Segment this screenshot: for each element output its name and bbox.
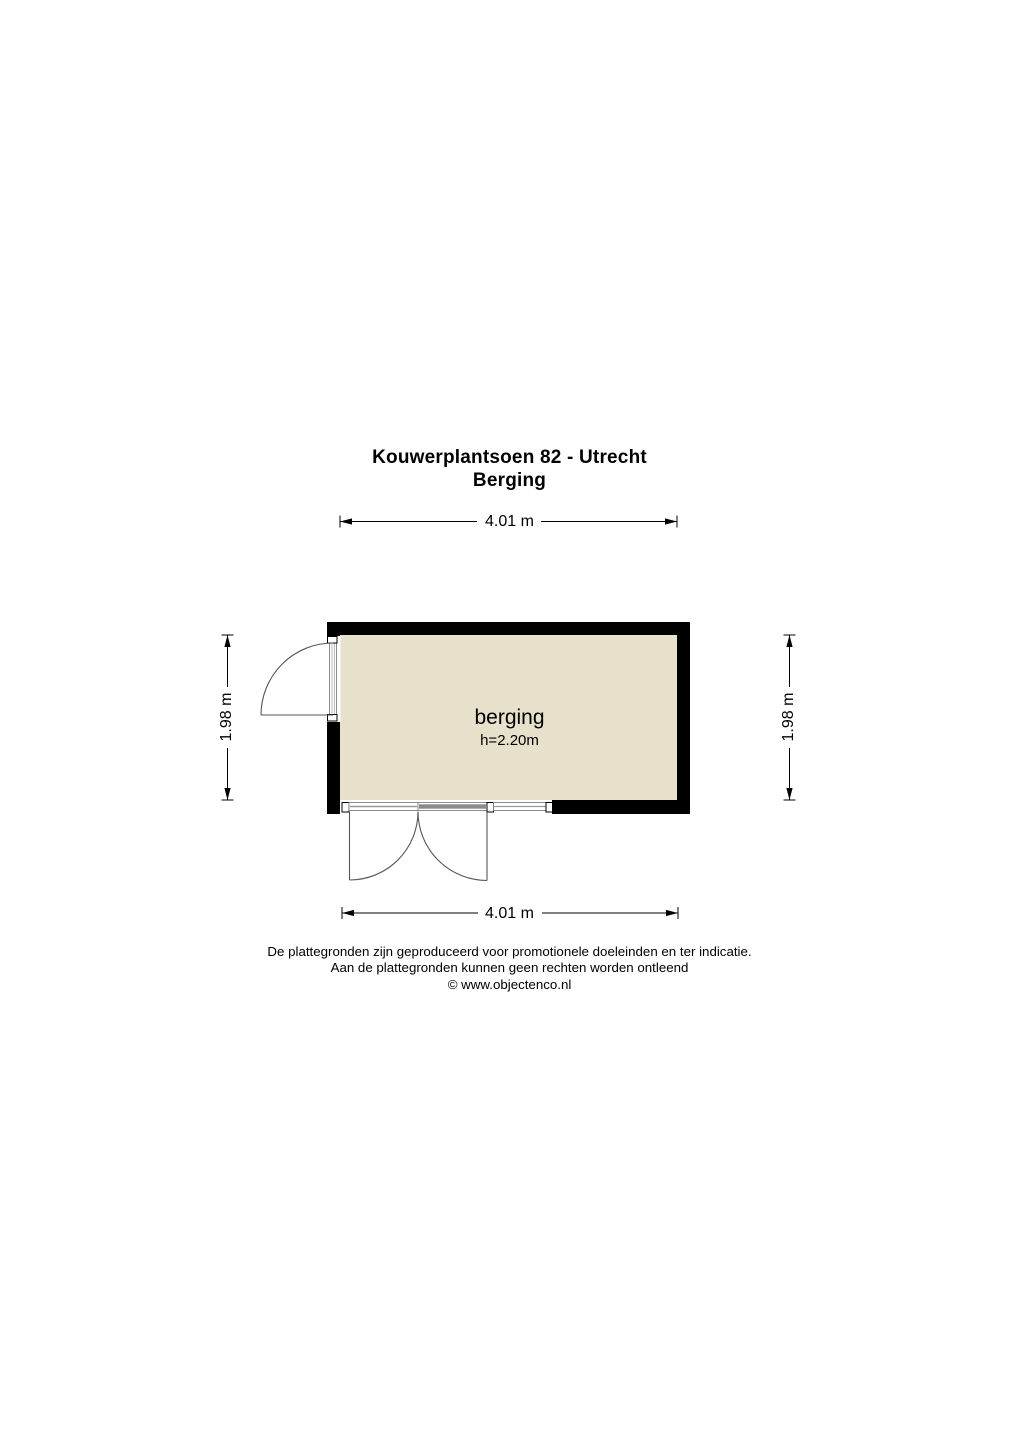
dimension-label-bottom: 4.01 m bbox=[485, 905, 534, 922]
bottom-door-jamb-left bbox=[342, 803, 349, 813]
title-floor: Berging bbox=[472, 470, 547, 491]
room-name: berging bbox=[474, 706, 545, 729]
disclaimer-line-2: Aan de plattegronden kunnen geen rechten worden ontleend bbox=[330, 960, 689, 976]
room-ceiling-height: h=2.20m bbox=[480, 732, 539, 749]
title-address: Kouwerplantsoen 82 - Utrecht bbox=[372, 447, 647, 468]
bottom-door-frame-right-band bbox=[419, 804, 486, 808]
left-door-swing-arc bbox=[261, 643, 333, 715]
disclaimer-line-1: De plattegronden zijn geproduceerd voor promotionele doeleinden en ter indicatie. bbox=[267, 944, 752, 959]
bottom-door-left-swing-arc bbox=[350, 812, 419, 881]
room-label bbox=[0, 706, 1019, 750]
dimension-label-right: 1.98 m bbox=[780, 692, 797, 742]
dimension-label-left: 1.98 m bbox=[218, 692, 235, 742]
dimension-label-top: 4.01 m bbox=[485, 513, 534, 530]
footer-disclaimer bbox=[0, 944, 1019, 993]
left-door-frame bbox=[330, 643, 337, 715]
bottom-door-right-swing-arc bbox=[418, 812, 487, 881]
bottom-door-jamb-middle bbox=[487, 803, 494, 813]
bottom-door-jamb-right bbox=[546, 803, 553, 813]
left-door-jamb-top bbox=[328, 637, 338, 644]
copyright-line: © www.objectenco.nl bbox=[447, 976, 572, 992]
